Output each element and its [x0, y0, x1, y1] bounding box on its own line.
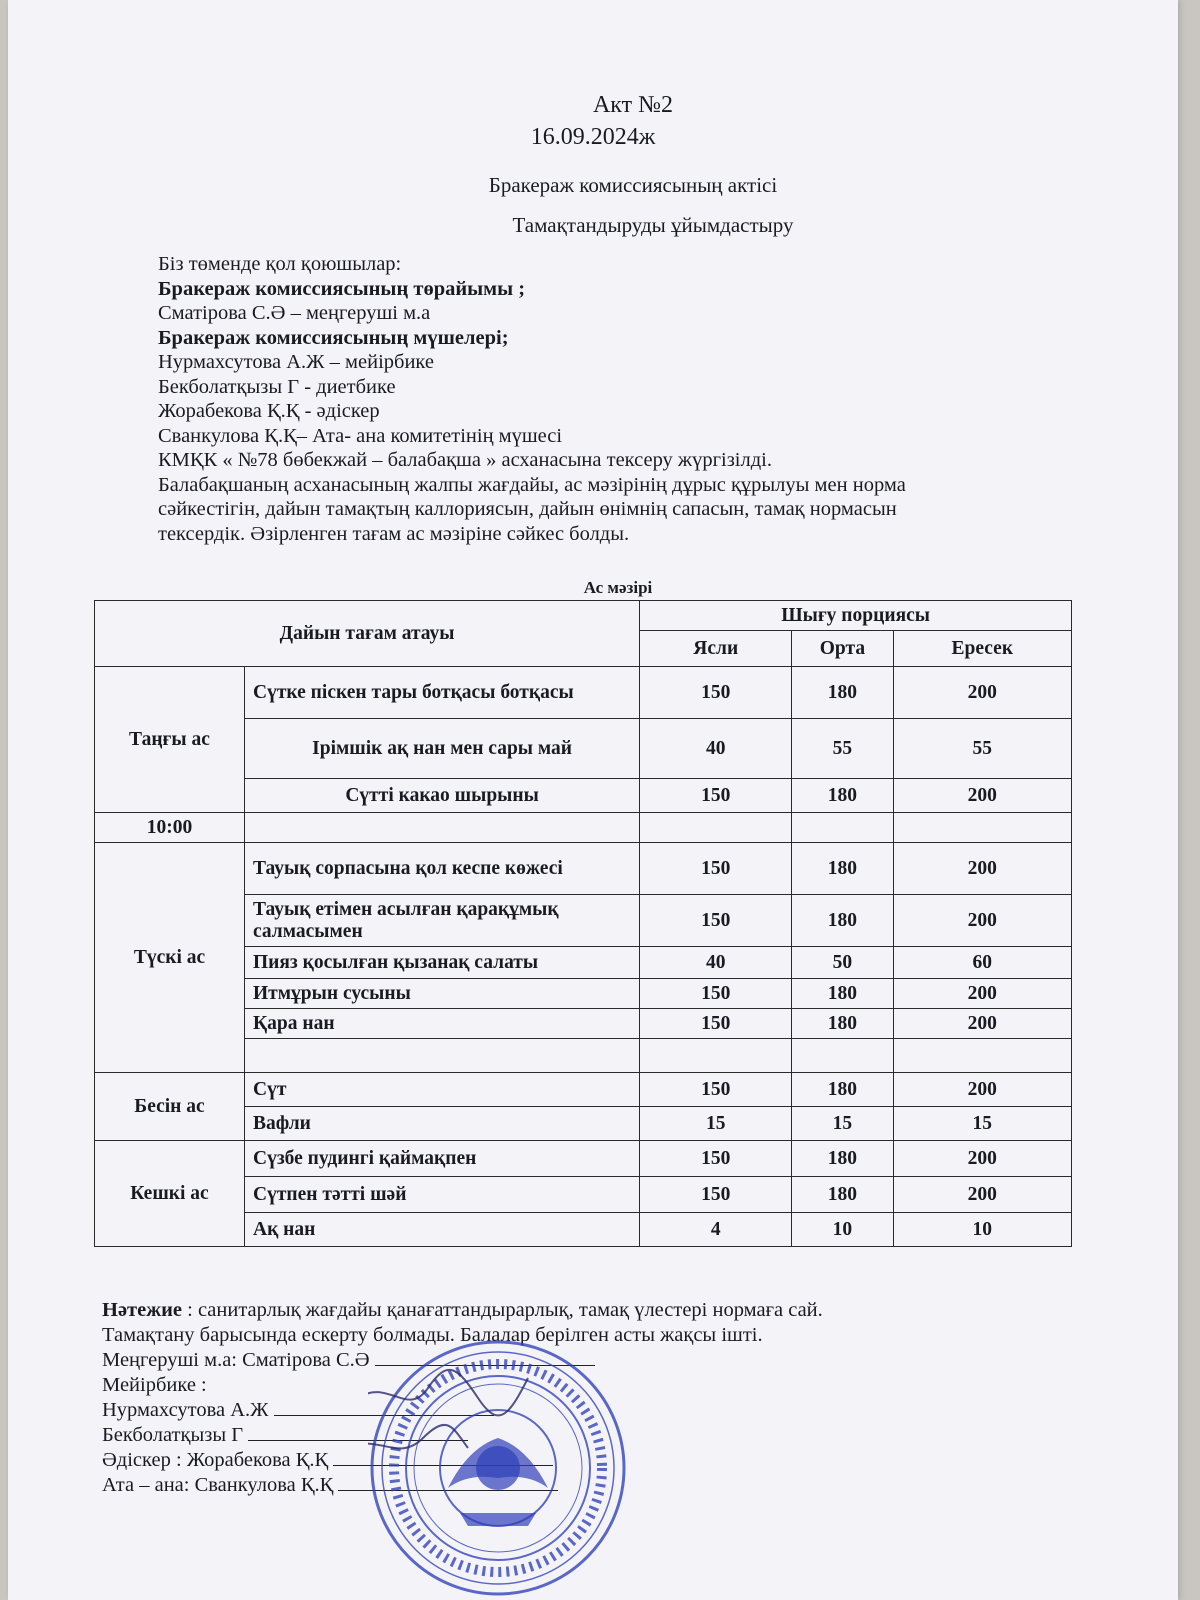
signature-scribble-icon	[368, 1370, 528, 1448]
portion-orta: 180	[792, 779, 893, 813]
intro-line: сәйкестігін, дайын тамақтың каллориясын, дайын өнімнің сапасын, тамақ нормасын	[158, 498, 897, 520]
table-row	[95, 1073, 1072, 1107]
portion-eresek: 200	[893, 667, 1071, 719]
portion-yasli: 4	[640, 1213, 792, 1247]
table-row	[95, 667, 1072, 719]
portion-yasli: 150	[640, 895, 792, 947]
portion-orta: 180	[792, 843, 893, 895]
portion-yasli: 150	[640, 979, 792, 1009]
portion-eresek: 200	[893, 895, 1071, 947]
portion-eresek: 200	[893, 779, 1071, 813]
portion-orta: 50	[792, 947, 893, 979]
portion-eresek: 10	[893, 1213, 1071, 1247]
meal-dinner: Кешкі ас	[95, 1141, 245, 1247]
portion-eresek: 200	[893, 1009, 1071, 1039]
dish-name: Сүтке піскен тары ботқасы ботқасы	[244, 667, 639, 719]
table-row	[95, 813, 1072, 843]
portion-eresek: 60	[893, 947, 1071, 979]
dish-name: Ірімшік ақ нан мен сары май	[244, 719, 639, 779]
conclusion-text-1: : санитарлық жағдайы қанағаттандырарлық, тамақ үлестері нормаға сай.	[182, 1299, 823, 1321]
meal-breakfast: Таңғы ас	[95, 667, 245, 813]
dish-name: Тауық сорпасына қол кеспе көжесі	[244, 843, 639, 895]
menu-caption: Ас мәзірі	[583, 578, 653, 597]
intro-line: Нурмахсутова А.Ж – мейірбике	[158, 351, 434, 373]
portion-eresek: 200	[893, 1141, 1071, 1177]
portion-orta: 180	[792, 979, 893, 1009]
intro-line: Сванкулова Қ.Қ– Ата- ана комитетінің мүшесі	[158, 424, 563, 447]
conclusion-line-1	[102, 1298, 1102, 1323]
intro-line: Сматірова С.Ә – меңгеруші м.а	[158, 302, 431, 324]
intro-line: Балабақшаның асханасының жалпы жағдайы, ас мәзірінің дұрыс құрылуы мен норма	[158, 473, 906, 496]
portion-eresek: 200	[893, 1177, 1071, 1213]
conclusion-label: Нәтежие	[102, 1299, 182, 1321]
act-subtitle-2: Тамақтандыруды ұйымдастыру	[512, 213, 794, 237]
empty-cell	[792, 813, 893, 843]
table-row	[95, 843, 1072, 895]
menu-table	[94, 600, 1072, 1247]
header-eresek: Ересек	[893, 631, 1071, 667]
portion-orta: 180	[792, 667, 893, 719]
empty-cell	[792, 1039, 893, 1073]
dish-name: Вафли	[244, 1107, 639, 1141]
dish-name: Пияз қосылған қызанақ салаты	[244, 947, 639, 979]
portion-orta: 10	[792, 1213, 893, 1247]
intro-line: Жорабекова Қ.Қ - әдіскер	[158, 400, 380, 422]
empty-cell	[893, 1039, 1071, 1073]
act-title: Акт №2	[592, 92, 674, 118]
portion-eresek: 15	[893, 1107, 1071, 1141]
stamp-emblem	[448, 1438, 548, 1526]
portion-eresek: 55	[893, 719, 1071, 779]
empty-cell	[640, 813, 792, 843]
act-date: 16.09.2024ж	[530, 124, 656, 150]
portion-yasli: 150	[640, 779, 792, 813]
header-yasli: Ясли	[640, 631, 792, 667]
dish-name: Сүтті какао шырыны	[244, 779, 639, 813]
portion-orta: 180	[792, 1141, 893, 1177]
meal-afternoon: Бесін ас	[95, 1073, 245, 1141]
dish-name: Ақ нан	[244, 1213, 639, 1247]
portion-orta: 180	[792, 1073, 893, 1107]
header-dish-name: Дайын тағам атауы	[95, 601, 640, 667]
empty-cell	[244, 813, 639, 843]
header-orta: Орта	[792, 631, 893, 667]
official-stamp	[368, 1338, 628, 1598]
intro-block	[158, 252, 1038, 546]
portion-eresek: 200	[893, 1073, 1071, 1107]
intro-line: КМҚК « №78 бөбекжай – балабақша » асханасына тексеру жүргізілді.	[158, 449, 772, 471]
portion-eresek: 200	[893, 843, 1071, 895]
signature-diet-name: Бекболатқызы Г	[102, 1424, 244, 1446]
portion-yasli: 150	[640, 1009, 792, 1039]
dish-name: Тауық етімен асылған қарақұмық салмасымен	[244, 895, 639, 947]
empty-cell	[893, 813, 1071, 843]
dish-name: Сүт	[244, 1073, 639, 1107]
dish-name: Итмұрын сусыны	[244, 979, 639, 1009]
portion-yasli: 150	[640, 1177, 792, 1213]
portion-yasli: 150	[640, 1141, 792, 1177]
act-subtitle: Бракераж комиссиясының актісі	[488, 173, 778, 197]
dish-name: Сүтпен тәтті шәй	[244, 1177, 639, 1213]
signature-nurse-name: Нурмахсутова А.Ж	[102, 1399, 269, 1421]
signature-manager-label: Меңгеруші м.а: Сматірова С.Ә	[102, 1349, 370, 1371]
signature-method-name: Әдіскер : Жорабекова Қ.Қ	[102, 1449, 329, 1471]
table-row	[95, 1141, 1072, 1177]
portion-orta: 180	[792, 1177, 893, 1213]
meal-10-00: 10:00	[95, 813, 245, 843]
empty-cell	[244, 1039, 639, 1073]
header-portion: Шығу порциясы	[640, 601, 1072, 631]
intro-line: тексердік. Әзірленген тағам ас мәзіріне сәйкес болды.	[158, 522, 630, 545]
portion-orta: 180	[792, 895, 893, 947]
dish-name: Қара нан	[244, 1009, 639, 1039]
dish-name: Сүзбе пудингі қаймақпен	[244, 1141, 639, 1177]
portion-orta: 15	[792, 1107, 893, 1141]
meal-lunch: Түскі ас	[95, 843, 245, 1073]
portion-yasli: 40	[640, 719, 792, 779]
document-page	[8, 0, 1178, 1600]
portion-yasli: 150	[640, 843, 792, 895]
portion-orta: 180	[792, 1009, 893, 1039]
empty-cell	[640, 1039, 792, 1073]
intro-line: Бракераж комиссиясының мүшелері;	[158, 326, 509, 349]
portion-yasli: 150	[640, 667, 792, 719]
portion-yasli: 150	[640, 1073, 792, 1107]
conclusion-text-2: Тамақтану барысында ескерту болмады. Балалар берілген асты жақсы ішті.	[102, 1324, 763, 1346]
portion-orta: 55	[792, 719, 893, 779]
intro-line: Біз төменде қол қоюшылар:	[158, 253, 402, 275]
intro-line: Бекболатқызы Г - диетбике	[158, 375, 396, 398]
signature-nurse-label: Мейірбике :	[102, 1374, 207, 1396]
portion-eresek: 200	[893, 979, 1071, 1009]
portion-yasli: 40	[640, 947, 792, 979]
signature-parent-name: Ата – ана: Сванкулова Қ.Қ	[102, 1474, 334, 1496]
portion-yasli: 15	[640, 1107, 792, 1141]
intro-line: Бракераж комиссиясының төрайымы ;	[158, 277, 526, 300]
